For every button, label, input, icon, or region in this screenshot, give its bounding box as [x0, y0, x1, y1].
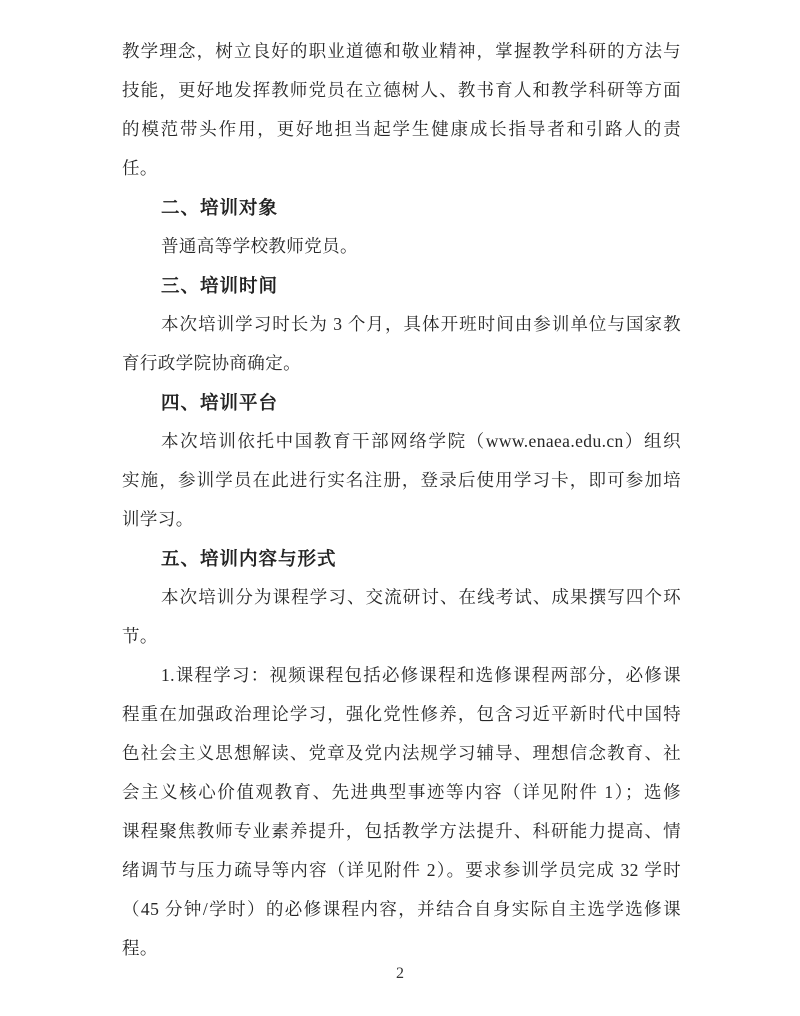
text-line: 会主义核心价值观教育、先进典型事迹等内容（详见附件 1）；选修 — [122, 782, 681, 802]
text-line: 本次培训学习时长为 3 个月，具体开班时间由参训单位与国家教 — [161, 314, 681, 334]
page-footer — [0, 960, 800, 988]
text-line: 本次培训分为课程学习、交流研讨、在线考试、成果撰写四个环 — [161, 587, 681, 607]
text-line: 程重在加强政治理论学习，强化党性修养，包含习近平新时代中国特 — [122, 704, 681, 724]
section-heading-training-target: 二、培训对象 — [161, 197, 279, 218]
text-line: 本次培训依托中国教育干部网络学院（www.enaea.edu.cn）组织 — [161, 431, 681, 451]
text-line: 技能，更好地发挥教师党员在立德树人、教书育人和教学科研等方面 — [122, 80, 681, 100]
section-heading-training-time: 三、培训时间 — [161, 275, 279, 296]
section-heading-training-platform: 四、培训平台 — [161, 392, 279, 413]
text-line: 育行政学院协商确定。 — [122, 353, 301, 373]
page-number: 2 — [396, 965, 404, 982]
text-line: 色社会主义思想解读、党章及党内法规学习辅导、理想信念教育、社 — [122, 743, 681, 763]
text-line: 课程聚焦教师专业素养提升，包括教学方法提升、科研能力提高、情 — [122, 821, 681, 841]
text-line: 的模范带头作用，更好地担当起学生健康成长指导者和引路人的责 — [122, 119, 681, 139]
text-line: 绪调节与压力疏导等内容（详见附件 2）。要求参训学员完成 32 学时 — [122, 860, 681, 880]
text-line: 任。 — [122, 158, 158, 178]
text-line: 节。 — [122, 626, 158, 646]
text-line: 程。 — [122, 938, 158, 958]
text-line: 1.课程学习：视频课程包括必修课程和选修课程两部分，必修课 — [161, 665, 681, 685]
text-line: 普通高等学校教师党员。 — [161, 236, 358, 256]
document-content — [122, 32, 681, 968]
text-line: （45 分钟/学时）的必修课程内容，并结合自身实际自主选学选修课 — [122, 899, 681, 919]
text-line: 教学理念，树立良好的职业道德和敬业精神，掌握教学科研的方法与 — [122, 41, 681, 61]
text-line: 实施，参训学员在此进行实名注册，登录后使用学习卡，即可参加培 — [122, 470, 681, 490]
section-heading-training-content-form: 五、培训内容与形式 — [161, 548, 337, 569]
text-line: 训学习。 — [122, 509, 194, 529]
